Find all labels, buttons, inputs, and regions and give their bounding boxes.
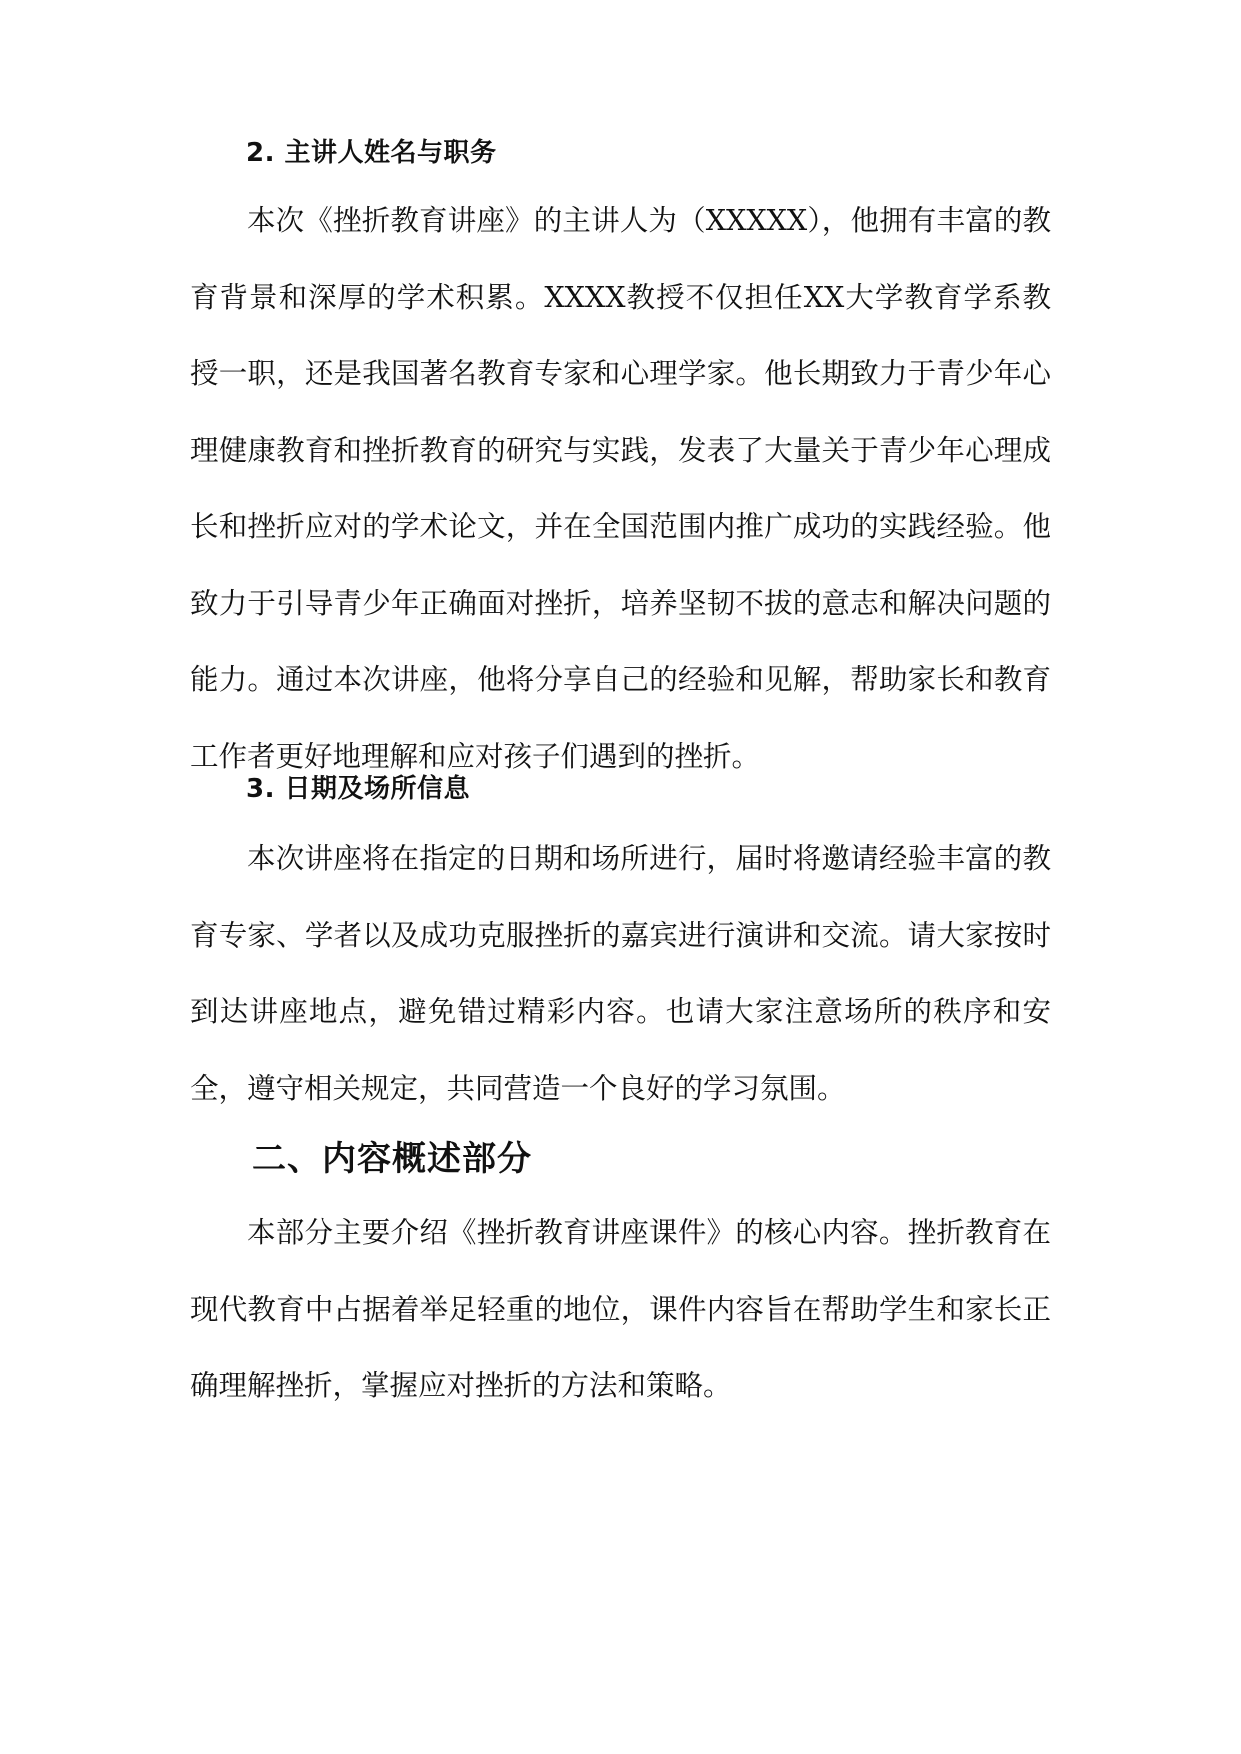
section-heading-date-venue: 3. 日期及场所信息 [246,774,471,804]
paragraph-date-venue: 本次讲座将在指定的日期和场所进行，届时将邀请经验丰富的教育专家、学者以及成功克服挫折的嘉宾进行演讲和交流。请大家按时到达讲座地点，避免错过精彩内容。也请大家注意场所的秩序和安全，遵守相关规定，共同营造一个良好的学习氛围。 [190,842,1051,1105]
paragraph-speaker: 本次《挫折教育讲座》的主讲人为（XXXXX），他拥有丰富的教育背景和深厚的学术积累。XXXX教授不仅担任XX大学教育学系教授一职，还是我国著名教育专家和心理学家。他长期致力于青少年心理健康教育和挫折教育的研究与实践，发表了大量关于青少年心理成长和挫折应对的学术论文，并在全国范围内推广成功的实践经验。他致力于引导青少年正确面对挫折，培养坚韧不拔的意志和解决问题的能力。通过本次讲座，他将分享自己的经验和见解，帮助家长和教育工作者更好地理解和应对孩子们遇到的挫折。 [190,204,1051,773]
paragraph-content-overview: 本部分主要介绍《挫折教育讲座课件》的核心内容。挫折教育在现代教育中占据着举足轻重的地位，课件内容旨在帮助学生和家长正确理解挫折，掌握应对挫折的方法和策略。 [190,1216,1051,1402]
part-heading-content-overview: 二、内容概述部分 [252,1139,532,1179]
section-heading-speaker: 2. 主讲人姓名与职务 [246,138,497,168]
